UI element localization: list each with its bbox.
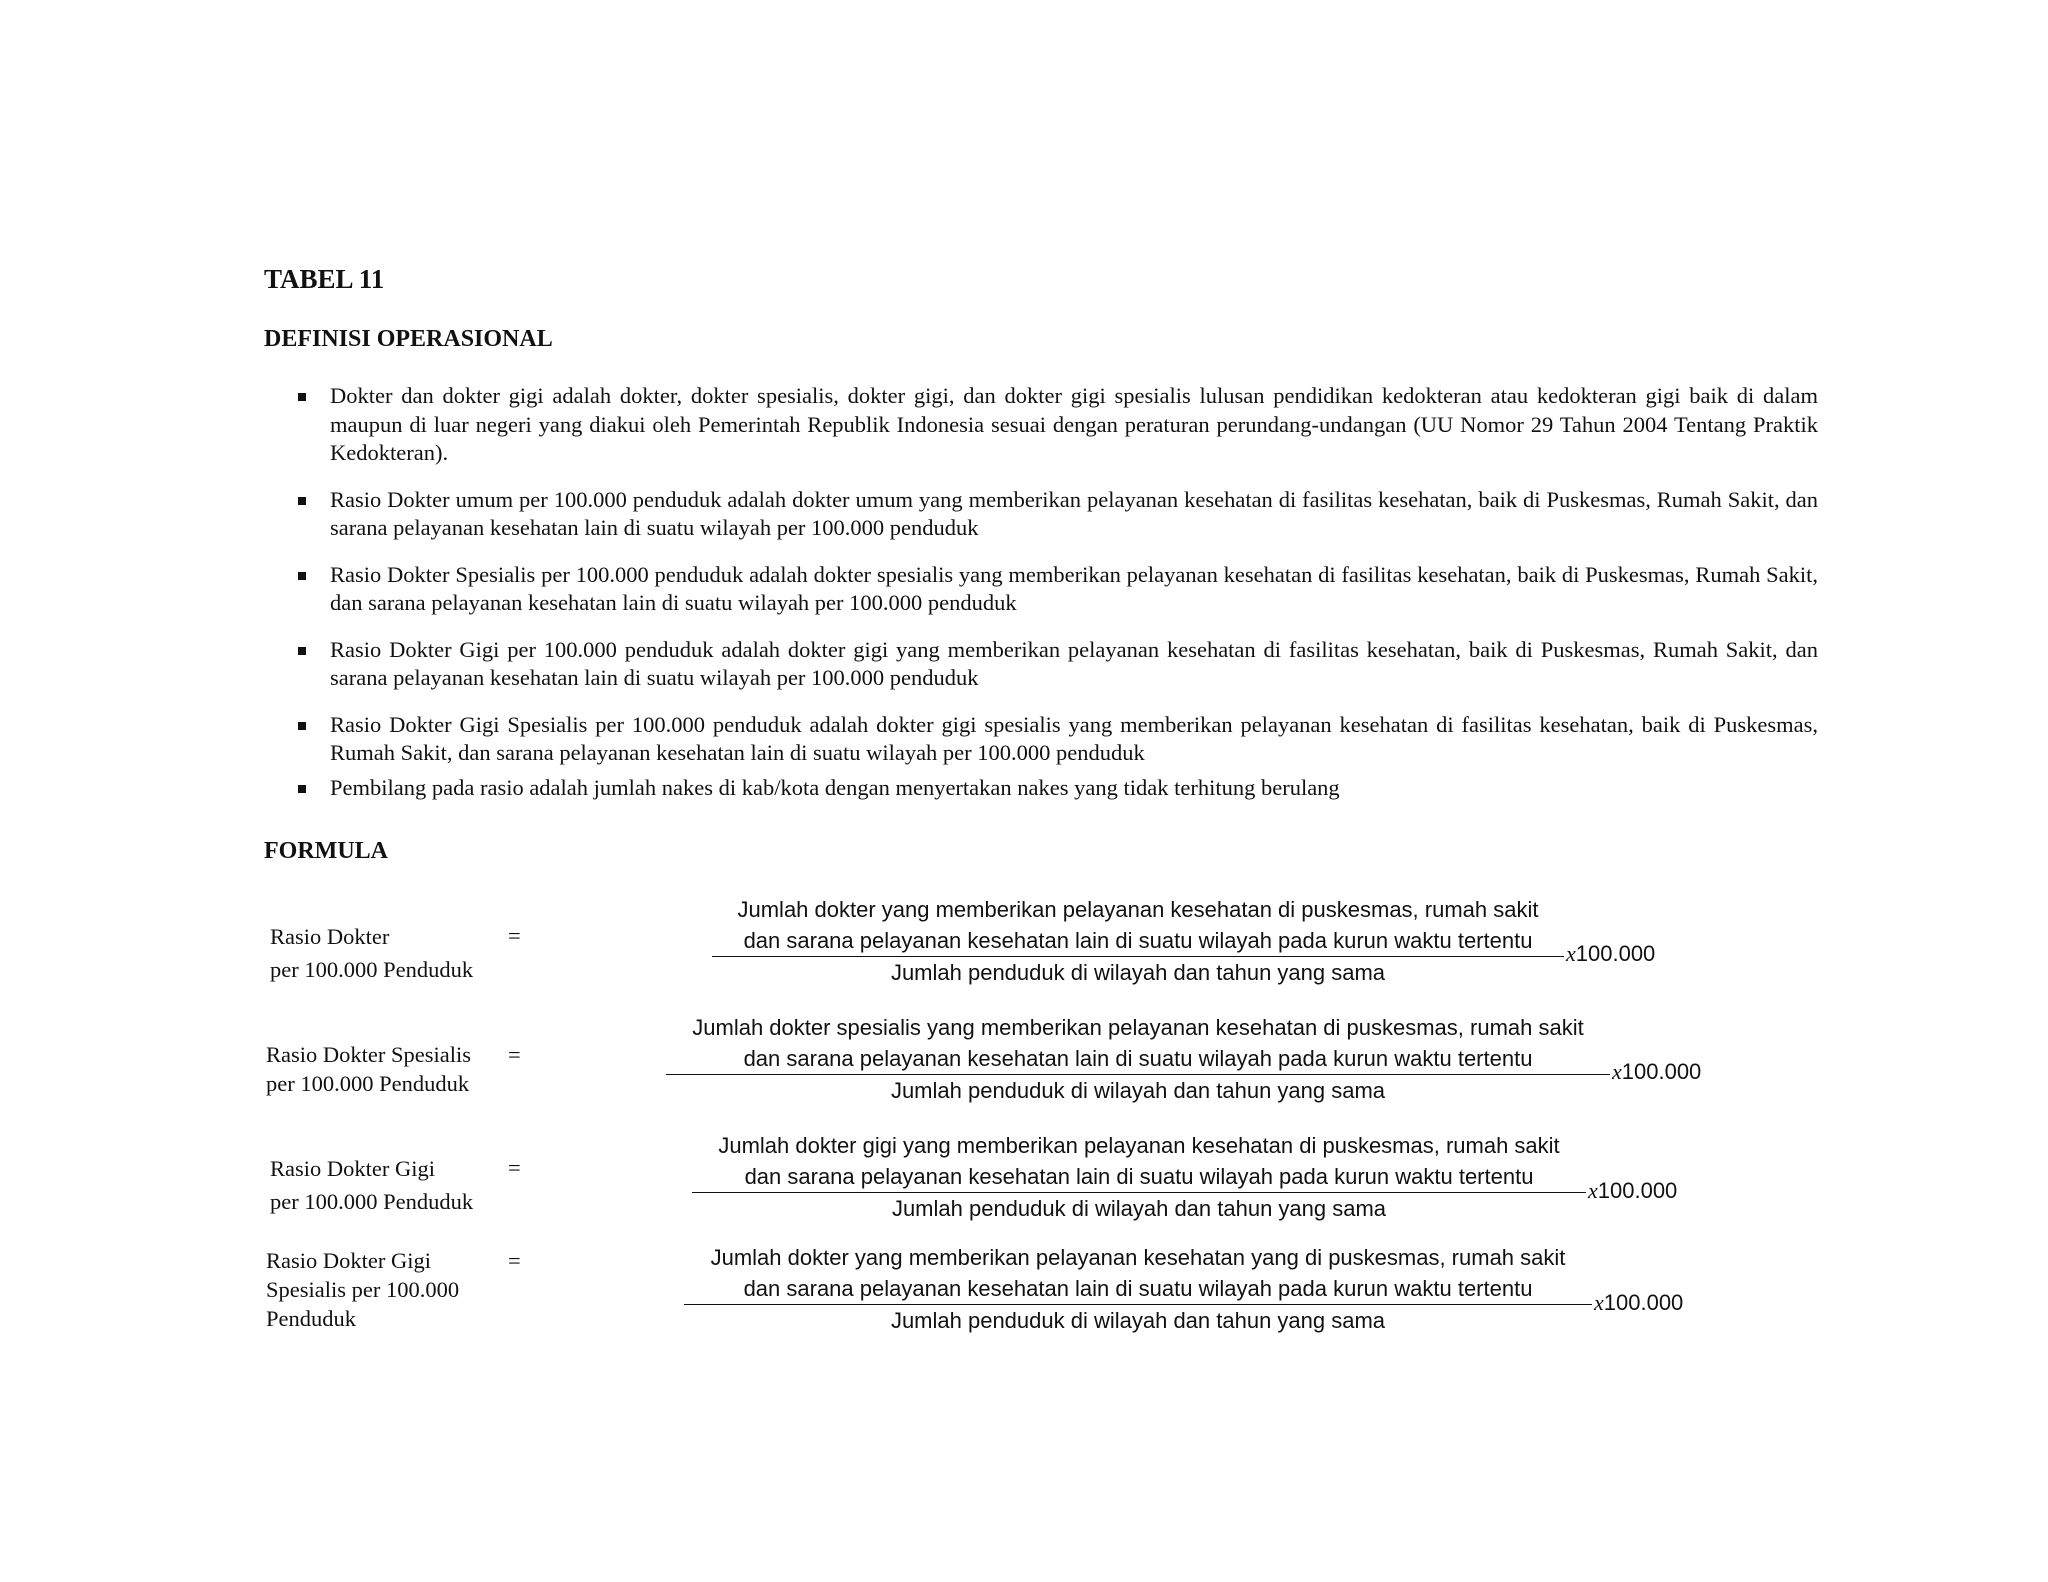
- definition-item: [300, 382, 1818, 468]
- denominator: Jumlah penduduk di wilayah dan tahun yang sama: [890, 1078, 1386, 1103]
- numerator-line: Jumlah dokter yang memberikan pelayanan kesehatan di puskesmas, rumah sakit: [737, 897, 1539, 922]
- definition-item: [300, 561, 1818, 618]
- formula-label: Rasio Dokter per 100.000 Penduduk: [270, 924, 474, 982]
- formula-fraction: [692, 1130, 1586, 1224]
- equals-sign: =: [508, 1042, 521, 1067]
- numerator-line: dan sarana pelayanan kesehatan lain di suatu wilayah pada kurun waktu tertentu: [743, 1046, 1533, 1071]
- definitions-list: [300, 382, 1818, 820]
- square-bullet-icon: [298, 722, 306, 730]
- numerator-line: Jumlah dokter yang memberikan pelayanan kesehatan yang di puskesmas, rumah sakit: [710, 1245, 1566, 1270]
- equals-sign: =: [508, 1155, 521, 1180]
- definition-item: [300, 486, 1818, 543]
- square-bullet-icon: [298, 393, 306, 401]
- square-bullet-icon: [298, 785, 306, 793]
- formula-label: Rasio Dokter Spesialis per 100.000 Penduduk: [266, 1042, 471, 1096]
- numerator-line: Jumlah dokter gigi yang memberikan pelayanan kesehatan di puskesmas, rumah sakit: [718, 1133, 1560, 1158]
- multiply-symbol: x: [1566, 941, 1576, 966]
- formula-fraction: [666, 1012, 1610, 1106]
- definition-text: Pembilang pada rasio adalah jumlah nakes di kab/kota dengan menyertakan nakes yang tidak terhitung berulang: [330, 774, 1340, 800]
- formula-label: Rasio Dokter Gigi Spesialis per 100.000 Penduduk: [266, 1248, 460, 1331]
- multiplier-value: 100.000: [1603, 1290, 1684, 1315]
- formula-label: Rasio Dokter Gigi per 100.000 Penduduk: [270, 1156, 474, 1214]
- numerator-line: Jumlah dokter spesialis yang memberikan pelayanan kesehatan di puskesmas, rumah sakit: [692, 1015, 1584, 1040]
- definition-item: [300, 711, 1818, 768]
- definition-text: Rasio Dokter Gigi per 100.000 penduduk adalah dokter gigi yang memberikan pelayanan kesehatan di fasilitas kesehatan, baik di Puskesmas, Rumah Sakit, dan sarana pelayanan kesehatan lain di suatu wilayah per 100.000 penduduk: [330, 636, 1818, 690]
- denominator: Jumlah penduduk di wilayah dan tahun yang sama: [890, 960, 1386, 985]
- numerator-line: dan sarana pelayanan kesehatan lain di suatu wilayah pada kurun waktu tertentu: [743, 1276, 1533, 1301]
- definition-text: Rasio Dokter Spesialis per 100.000 penduduk adalah dokter spesialis yang memberikan pelayanan kesehatan di fasilitas kesehatan, baik di Puskesmas, Rumah Sakit, dan sarana pelayanan kesehatan lain di suatu wilayah per 100.000 penduduk: [330, 561, 1818, 615]
- denominator: Jumlah penduduk di wilayah dan tahun yang sama: [891, 1196, 1387, 1221]
- formula-heading: FORMULA: [264, 838, 388, 864]
- multiplier: [1566, 941, 1655, 967]
- equals-sign: =: [508, 1248, 521, 1273]
- multiply-symbol: x: [1594, 1290, 1604, 1315]
- formula-fraction: [712, 894, 1564, 988]
- multiplier: [1594, 1290, 1683, 1316]
- multiply-symbol: x: [1612, 1059, 1622, 1084]
- equals-sign: =: [508, 923, 521, 948]
- definition-text: Rasio Dokter umum per 100.000 penduduk adalah dokter umum yang memberikan pelayanan kesehatan di fasilitas kesehatan, baik di Puskesmas, Rumah Sakit, dan sarana pelayanan kesehatan lain di suatu wilayah per 100.000 penduduk: [330, 486, 1818, 540]
- page-title: TABEL 11: [264, 264, 385, 294]
- definition-text: Rasio Dokter Gigi Spesialis per 100.000 penduduk adalah dokter gigi spesialis yang memberikan pelayanan kesehatan di fasilitas kesehatan, baik di Puskesmas, Rumah Sakit, dan sarana pelayanan kesehatan lain di suatu wilayah per 100.000 penduduk: [330, 711, 1818, 765]
- multiplier-value: 100.000: [1575, 941, 1656, 966]
- definition-text: Dokter dan dokter gigi adalah dokter, dokter spesialis, dokter gigi, dan dokter gigi spesialis lulusan pendidikan kedokteran atau kedokteran gigi baik di dalam maupun di luar negeri yang diakui oleh Pemerintah Republik Indonesia sesuai dengan peraturan perundang-undangan (UU Nomor 29 Tahun 2004 Tentang Praktik Kedokteran).: [330, 383, 1818, 465]
- multiplier: [1588, 1178, 1677, 1204]
- formula-fraction: [684, 1242, 1592, 1336]
- definition-item: [300, 774, 1818, 803]
- square-bullet-icon: [298, 647, 306, 655]
- multiplier-value: 100.000: [1597, 1178, 1678, 1203]
- square-bullet-icon: [298, 497, 306, 505]
- multiply-symbol: x: [1588, 1178, 1598, 1203]
- square-bullet-icon: [298, 572, 306, 580]
- definition-item: [300, 636, 1818, 693]
- definitions-heading: DEFINISI OPERASIONAL: [264, 326, 553, 352]
- multiplier-value: 100.000: [1621, 1059, 1702, 1084]
- numerator-line: dan sarana pelayanan kesehatan lain di suatu wilayah pada kurun waktu tertentu: [744, 1164, 1534, 1189]
- denominator: Jumlah penduduk di wilayah dan tahun yang sama: [890, 1308, 1386, 1333]
- multiplier: [1612, 1059, 1701, 1085]
- numerator-line: dan sarana pelayanan kesehatan lain di suatu wilayah pada kurun waktu tertentu: [743, 928, 1533, 953]
